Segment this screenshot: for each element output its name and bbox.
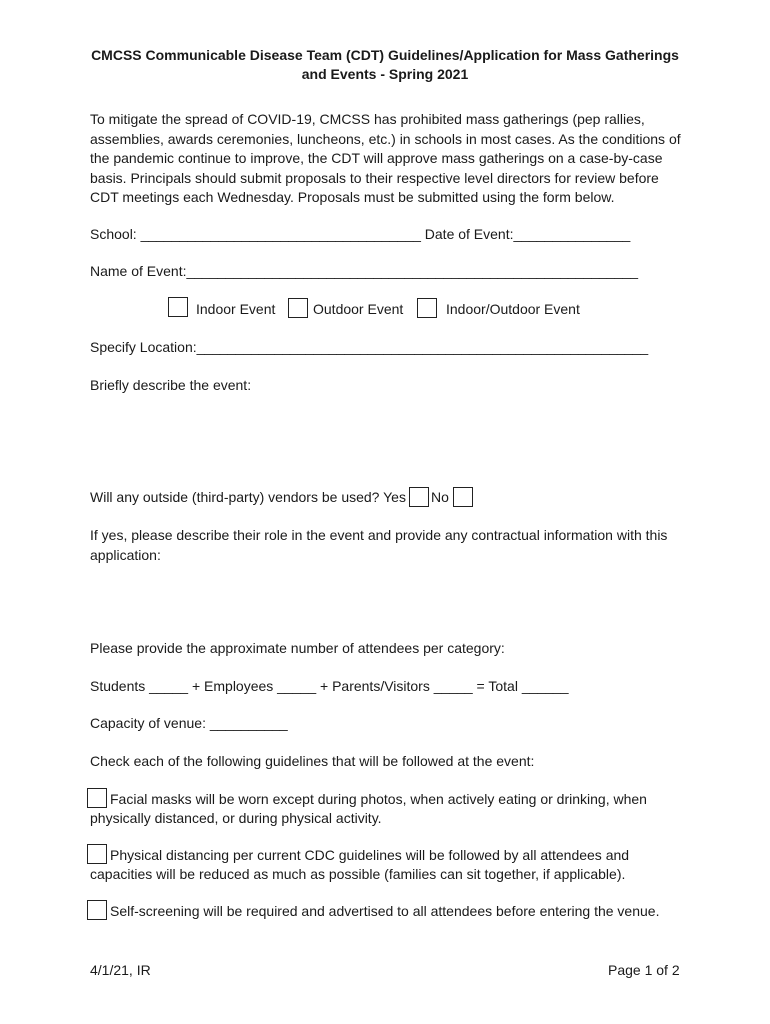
intro-line: basis. Principals should submit proposals to their respective level directors for review before: [90, 169, 659, 186]
guideline-screening-text: [90, 902, 659, 921]
document-title-line2: and Events - Spring 2021: [301, 66, 469, 82]
vendors-question: Will any outside (third-party) vendors be used? Yes: [90, 489, 406, 505]
outdoor-event-label: Outdoor Event: [313, 301, 404, 317]
vendors-role-question: [90, 526, 667, 565]
vendors-role-line: application:: [90, 546, 161, 563]
attendees-count-fields[interactable]: Students _____ + Employees _____ + Parents/Visitors _____ = Total ______: [90, 678, 569, 694]
outdoor-event-checkbox[interactable]: [288, 298, 308, 318]
vendors-no-checkbox[interactable]: [453, 487, 473, 507]
indoor-event-label: Indoor Event: [196, 301, 276, 317]
capacity-field[interactable]: Capacity of venue: __________: [90, 715, 288, 731]
vendors-yes-checkbox[interactable]: [409, 487, 429, 507]
guideline-distancing-text: [90, 846, 629, 884]
guideline-line: Facial masks will be worn except during photos, when actively eating or drinking, when: [110, 791, 647, 807]
intro-paragraph: [90, 110, 681, 208]
attendees-question: Please provide the approximate number of attendees per category:: [90, 640, 505, 656]
guideline-masks-text: [90, 790, 647, 828]
intro-line: CDT meetings each Wednesday. Proposals must be submitted using the form below.: [90, 189, 615, 205]
describe-event-area[interactable]: [90, 396, 680, 476]
intro-line: To mitigate the spread of COVID-19, CMCSS has prohibited mass gatherings (pep rallies,: [90, 111, 645, 127]
vendors-role-line: If yes, please describe their role in the event and provide any contractual information with this: [90, 527, 668, 543]
intro-line: the pandemic continue to improve, the CDT will approve mass gatherings on a case-by-case: [90, 150, 663, 166]
guidelines-question: Check each of the following guidelines that will be followed at the event:: [90, 753, 535, 769]
guideline-line: capacities will be reduced as much as possible (families can sit together, if applicable).: [90, 866, 626, 882]
document-title-line1: CMCSS Communicable Disease Team (CDT) Guidelines/Application for Mass Gatherings: [91, 47, 679, 63]
footer-date: 4/1/21, IR: [90, 962, 151, 978]
guideline-line: Self-screening will be required and advertised to all attendees before entering the venue.: [110, 903, 660, 919]
location-field[interactable]: Specify Location:__________________________________________________________: [90, 339, 649, 355]
event-name-field[interactable]: Name of Event:__________________________________________________________: [90, 263, 639, 279]
guideline-line: Physical distancing per current CDC guidelines will be followed by all attendees and: [110, 847, 630, 863]
page-number: Page 1 of 2: [608, 962, 680, 978]
intro-line: assemblies, awards ceremonies, luncheons, etc.) in schools in most cases. As the conditions of: [90, 130, 681, 147]
indoor-outdoor-event-checkbox[interactable]: [417, 298, 437, 318]
school-date-field[interactable]: School: ____________________________________ Date of Event:_______________: [90, 226, 631, 242]
vendors-no-label: No: [431, 489, 449, 505]
guideline-line: physically distanced, or during physical activity.: [90, 810, 382, 826]
indoor-outdoor-event-label: Indoor/Outdoor Event: [446, 301, 580, 317]
vendors-role-area[interactable]: [90, 568, 680, 628]
indoor-event-checkbox[interactable]: [168, 297, 188, 317]
describe-event-label: Briefly describe the event:: [90, 377, 252, 393]
